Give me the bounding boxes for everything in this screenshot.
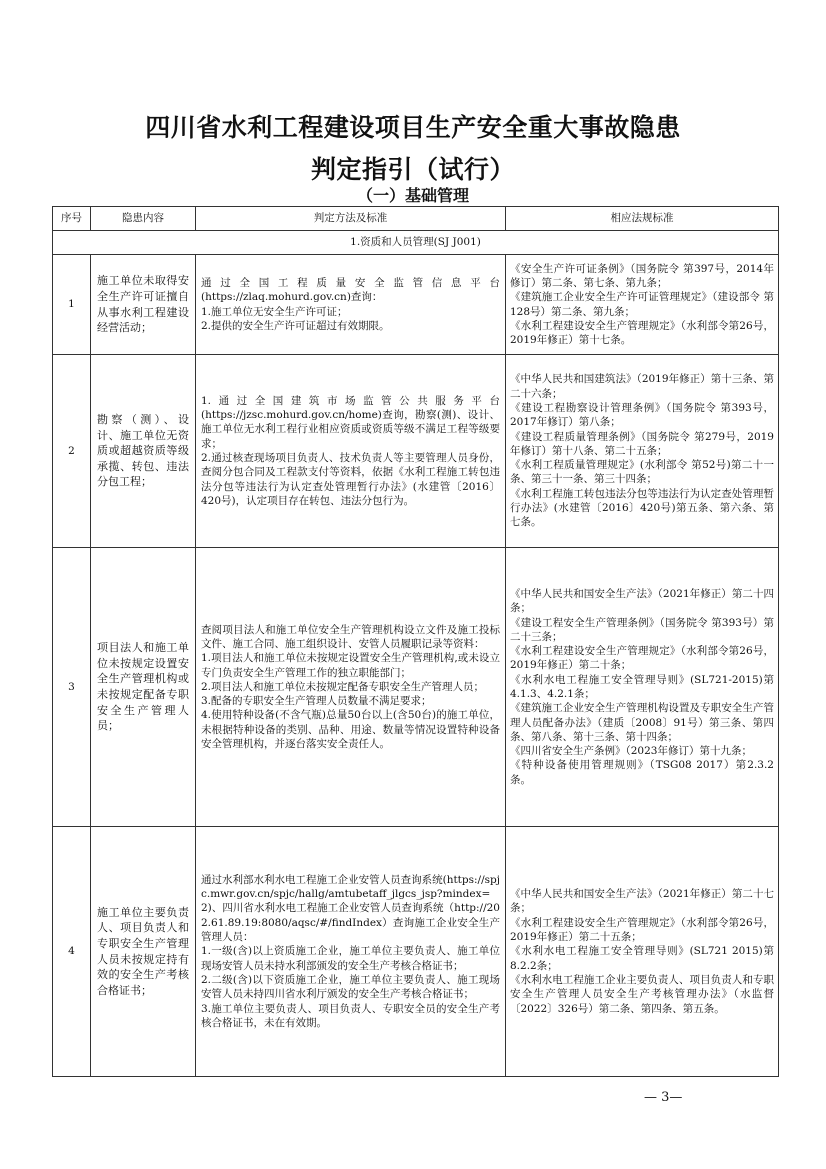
method-line: 2.通过核查现场项目负责人、技术负责人等主要管理人员身份，查阅分包合同及工程款支付等资料，依据《水利工程施工转包违法分包等违法行为认定查处管理暂行办法》(水建管〔2016〕420号)，认定项目存在转包、违法分包行为。 — [201, 452, 500, 507]
method-line: 1.施工单位无安全生产许可证； — [201, 305, 348, 318]
law-item: 《建设工程安全生产管理条例》（国务院令 第393号）第二十三条； — [510, 616, 774, 643]
law-item: 《水利工程建设安全生产管理规定》（水利部令第26号，2019年修正）第二十条； — [510, 645, 774, 672]
law-item: 《建设工程质量管理条例》（国务院令 第279号，2019年修订）第十八条、第二十五条； — [510, 430, 774, 457]
law-item: 《安全生产许可证条例》（国务院令 第397号，2014年修订）第二条、第七条、第九条； — [510, 262, 774, 289]
method-line: 通过水利部水利水电工程施工企业安管人员查询系统(https://spjc.mwr.gov.cn/spjc/hallg/amtubetaff_jlgcs_jsp?mindex=2)、四川省水利水电工程施工企业安管人员查询系统（http://202.61.89.19:8080/aqsc/#/findIndex）查询施工企业安全生产管理人员： — [201, 873, 500, 944]
legal-basis — [506, 827, 779, 1077]
row-number: 1 — [53, 255, 91, 355]
method-line: 查阅项目法人和施工单位安全生产管理机构设立文件及施工投标文件、施工合同、施工组织设计、安管人员履职记录等资料： — [201, 623, 500, 650]
table-row — [53, 827, 779, 1077]
law-item: 《中华人民共和国安全生产法》（2021年修正）第二十七条； — [510, 888, 774, 915]
method-line: 3.配备的专职安全生产管理人员数量不满足要求； — [201, 695, 432, 708]
hazard-content: 施工单位主要负责人、项目负责人和专职安全生产管理人员未按规定持有效的安全生产考核合格证书； — [91, 827, 196, 1077]
law-item: 《水利水电工程施工安全管理导则》(SL721-2015)第4.1.3、4.2.1条； — [510, 673, 774, 700]
subheader-cell: 1.资质和人员管理(SJ J001) — [53, 231, 779, 255]
header-no: 序号 — [53, 207, 91, 231]
method-line: 1.一级(含)以上资质施工企业，施工单位主要负责人、施工单位现场安管人员未持水利部颁发的安全生产考核合格证书； — [201, 945, 500, 972]
judgment-method — [196, 827, 506, 1077]
section-heading: （一）基础管理 — [356, 186, 469, 205]
method-line: 2.二级(含)以下资质施工企业，施工单位主要负责人、施工现场安管人员未持四川省水利厅颁发的安全生产考核合格证书； — [201, 973, 500, 1001]
table-row — [53, 355, 779, 548]
row-number: 3 — [53, 548, 91, 827]
method-line: 通过全国工程质量安全监管信息平台(https://zlaq.mohurd.gov.cn)查询： — [201, 276, 500, 304]
table-header-row — [53, 207, 779, 231]
hazard-content: 勘察（测）、设计、施工单位无资质或超越资质等级承揽、转包、违法分包工程； — [91, 355, 196, 548]
legal-basis — [506, 355, 779, 548]
method-line: 4.使用特种设备(不含气瓶)总量50台以上(含50台)的施工单位，未根据特种设备的类别、品种、用途、数量等情况设置特种设备安全管理机构，并逐台落实安全责任人。 — [201, 709, 500, 751]
row-number: 2 — [53, 355, 91, 548]
law-item: 《建筑施工企业安全生产许可证管理规定》（建设部令 第128号）第二条、第九条； — [510, 291, 774, 318]
legal-basis — [506, 255, 779, 355]
law-item: 《中华人民共和国安全生产法》（2021年修正）第二十四条； — [510, 587, 774, 615]
law-item: 《建设工程勘察设计管理条例》（国务院令 第393号，2017年修订）第八条； — [510, 401, 774, 429]
method-line: 3.施工单位主要负责人、项目负责人、专职安全员的安全生产考核合格证书，未在有效期。 — [201, 1002, 500, 1029]
header-hazard: 隐患内容 — [91, 207, 196, 231]
judgment-method — [196, 355, 506, 548]
law-item: 《特种设备使用管理规则》（TSG08 2017）第2.3.2条。 — [510, 759, 774, 786]
law-item: 《中华人民共和国建筑法》（2019年修正）第十三条、第二十六条； — [510, 373, 774, 400]
document-title-line2: 判定指引（试行） — [310, 155, 515, 184]
judgment-method — [196, 548, 506, 827]
judgment-method — [196, 255, 506, 355]
table-row — [53, 548, 779, 827]
law-item: 《水利工程质量管理规定》(水利部令 第52号)第二十一条、第三十一条、第三十四条； — [510, 459, 774, 486]
page-number: — 3— — [644, 1090, 683, 1105]
law-item: 《水利工程建设安全生产管理规定》（水利部令第26号，2019年修正）第二十五条； — [510, 916, 774, 944]
method-line: 2.提供的安全生产许可证超过有效期限。 — [201, 319, 390, 332]
subheader-row — [53, 231, 779, 255]
law-item: 《四川省安全生产条例》（2023年修订）第十九条； — [510, 745, 752, 758]
law-item: 《建筑施工企业安全生产管理机构设置及专职安全生产管理人员配备办法》（建质〔2008〕91号）第三条、第四条、第八条、第十三条、第十四条； — [510, 702, 774, 743]
law-item: 《水利工程施工转包违法分包等违法行为认定查处管理暂行办法》(水建管〔2016〕420号)第五条、第六条、第七条。 — [510, 487, 774, 529]
method-line: 2.项目法人和施工单位未按规定配备专职安全生产管理人员； — [201, 680, 485, 693]
row-number: 4 — [53, 827, 91, 1077]
document-title-line1: 四川省水利工程建设项目生产安全重大事故隐患 — [145, 113, 681, 142]
header-laws: 相应法规标准 — [506, 207, 779, 231]
hazard-content: 施工单位未取得安全生产许可证擅自从事水利工程建设经营活动； — [91, 255, 196, 355]
legal-basis — [506, 548, 779, 827]
law-item: 《水利工程建设安全生产管理规定》（水利部令第26号，2019年修正）第十七条。 — [510, 319, 774, 347]
law-item: 《水利水电工程施工安全管理导则》(SL721 2015)第8.2.2条； — [510, 945, 774, 972]
hazard-table — [52, 206, 779, 1077]
method-line: 1.通过全国建筑市场监管公共服务平台(https://jzsc.mohurd.gov.cn/home)查询，勘察(测)、设计、施工单位无水利工程行业相应资质或资质等级不满足工程等级要求； — [201, 394, 500, 450]
hazard-content: 项目法人和施工单位未按规定设置安全生产管理机构或未按规定配备专职安全生产管理人员； — [91, 548, 196, 827]
table-row — [53, 255, 779, 355]
method-line: 1.项目法人和施工单位未按规定设置安全生产管理机构,或未设立专门负责安全生产管理工作的独立职能部门； — [201, 652, 500, 679]
law-item: 《水利水电工程施工企业主要负责人、项目负责人和专职安全生产管理人员安全生产考核管理办法》（水监督〔2022〕326号）第二条、第四条、第五条。 — [510, 973, 774, 1015]
header-method: 判定方法及标准 — [196, 207, 506, 231]
